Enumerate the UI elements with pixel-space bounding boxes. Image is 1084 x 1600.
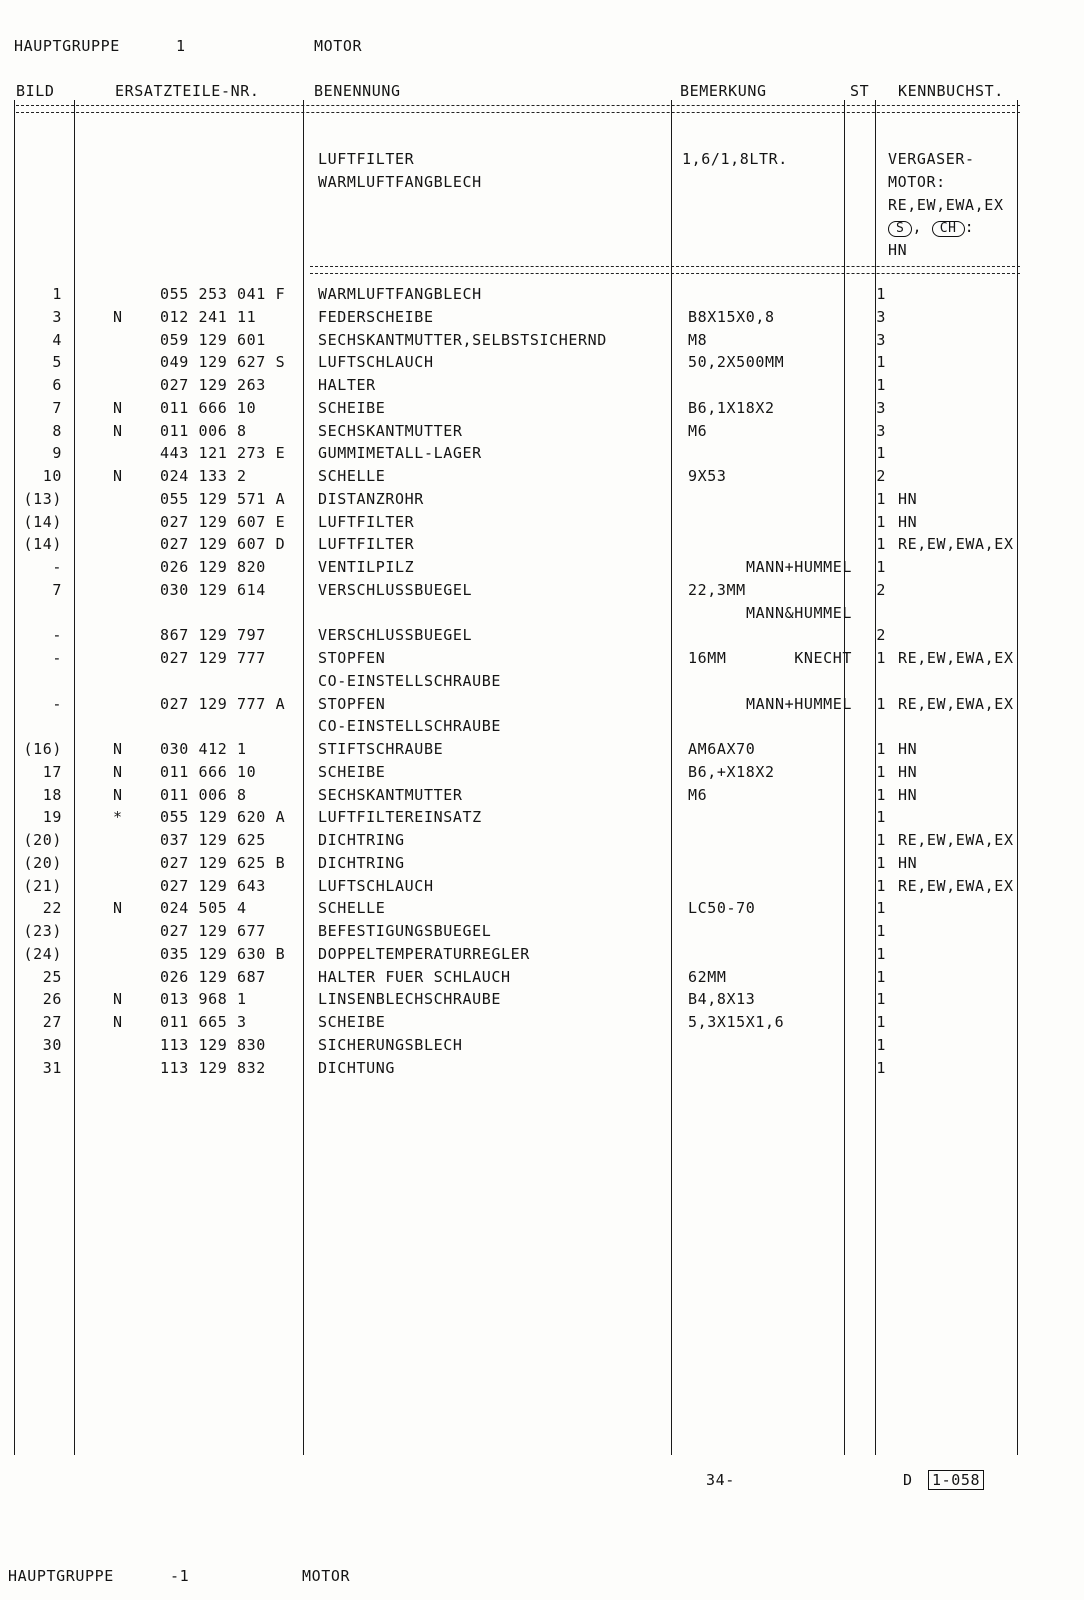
table-row bbox=[0, 763, 1084, 786]
row-part-number: 011 006 8 bbox=[160, 785, 247, 804]
row-part-number: 035 129 630 B bbox=[160, 944, 286, 963]
row-part-number: 027 129 777 A bbox=[160, 694, 286, 713]
row-prefix: N bbox=[113, 990, 123, 1009]
row-benennung: DICHTUNG bbox=[318, 1058, 396, 1077]
row-stueck: 1 bbox=[876, 535, 886, 554]
row-part-number: 059 129 601 bbox=[160, 330, 266, 349]
table-row bbox=[0, 945, 1084, 968]
row-kennbuchst: RE,EW,EWA,EX bbox=[898, 535, 1014, 554]
next-group-label: HAUPTGRUPPE bbox=[8, 1567, 114, 1585]
row-stueck: 1 bbox=[876, 376, 886, 394]
row-bild: (21) bbox=[23, 876, 62, 895]
row-benennung: LINSENBLECHSCHRAUBE bbox=[318, 990, 501, 1009]
row-part-number: 443 121 273 E bbox=[160, 444, 286, 463]
row-stueck: 1 bbox=[876, 967, 886, 986]
row-benennung: LUFTFILTER bbox=[318, 512, 415, 531]
row-bemerkung: M6 bbox=[688, 421, 708, 440]
row-stueck: 2 bbox=[876, 467, 886, 485]
row-stueck: 1 bbox=[876, 444, 886, 463]
row-part-number: 012 241 11 bbox=[160, 307, 257, 326]
row-part-number: 049 129 627 S bbox=[160, 353, 286, 372]
table-row bbox=[0, 1059, 1084, 1082]
col-ersatzteile-nr: ERSATZTEILE-NR. bbox=[115, 82, 260, 100]
row-bild: (23) bbox=[23, 922, 62, 940]
row-benennung: LUFTFILTEREINSATZ bbox=[318, 808, 482, 827]
table-row bbox=[0, 649, 1084, 672]
row-bemerkung: 22,3MM bbox=[688, 580, 746, 599]
table-row bbox=[0, 581, 1084, 604]
table-row bbox=[0, 513, 1084, 536]
table-row bbox=[0, 399, 1084, 422]
table-row bbox=[0, 968, 1084, 991]
row-bild: 9 bbox=[52, 444, 62, 463]
row-stueck: 1 bbox=[876, 353, 886, 372]
row-stueck: 1 bbox=[876, 762, 886, 781]
row-stueck: 1 bbox=[876, 1013, 886, 1031]
row-bemerkung: 9X53 bbox=[688, 467, 727, 485]
table-row bbox=[0, 285, 1084, 308]
row-prefix: N bbox=[113, 307, 123, 326]
intro-kenn-line4 bbox=[888, 218, 974, 237]
row-part-number: 011 665 3 bbox=[160, 1013, 247, 1031]
row-kennbuchst: HN bbox=[898, 853, 918, 872]
row-stueck: 1 bbox=[876, 1035, 886, 1054]
intro-kenn-line5: HN bbox=[888, 241, 908, 259]
row-benennung: VENTILPILZ bbox=[318, 558, 415, 576]
col-bild: BILD bbox=[16, 82, 55, 100]
table-row bbox=[0, 740, 1084, 763]
row-bild: - bbox=[52, 558, 62, 576]
table-row bbox=[0, 535, 1084, 558]
row-kennbuchst: HN bbox=[898, 489, 918, 508]
table-row bbox=[0, 899, 1084, 922]
row-kennbuchst: HN bbox=[898, 740, 918, 758]
row-bild: (20) bbox=[23, 831, 62, 849]
row-prefix: N bbox=[113, 1013, 123, 1031]
row-part-number: 030 412 1 bbox=[160, 740, 247, 758]
row-stueck: 2 bbox=[876, 580, 886, 599]
table-row bbox=[0, 422, 1084, 445]
row-bild: 1 bbox=[52, 285, 62, 303]
row-bemerkung: M6 bbox=[688, 785, 708, 804]
row-part-number: 013 968 1 bbox=[160, 990, 247, 1009]
row-bild: (13) bbox=[23, 489, 62, 508]
row-part-number: 055 129 571 A bbox=[160, 489, 286, 508]
row-benennung: LUFTFILTER bbox=[318, 535, 415, 554]
table-row bbox=[0, 922, 1084, 945]
row-bild: 7 bbox=[52, 398, 62, 417]
row-bild: (24) bbox=[23, 944, 62, 963]
row-benennung: SICHERUNGSBLECH bbox=[318, 1035, 463, 1054]
table-row bbox=[0, 376, 1084, 399]
row-stueck: 1 bbox=[876, 285, 886, 303]
row-part-number: 027 129 607 D bbox=[160, 535, 286, 554]
row-part-number: 011 666 10 bbox=[160, 762, 257, 781]
group-number: 1 bbox=[176, 37, 186, 55]
row-bemerkung: B4,8X13 bbox=[688, 990, 756, 1009]
row-bild: 19 bbox=[42, 808, 62, 827]
table-row bbox=[0, 558, 1084, 581]
row-stueck: 1 bbox=[876, 808, 886, 827]
table-row bbox=[0, 786, 1084, 809]
row-bemerkung-right: KNECHT bbox=[794, 649, 852, 667]
table-row bbox=[0, 854, 1084, 877]
row-part-number: 037 129 625 bbox=[160, 831, 266, 849]
row-benennung: FEDERSCHEIBE bbox=[318, 307, 434, 326]
row-kennbuchst: RE,EW,EWA,EX bbox=[898, 694, 1014, 713]
section-separator bbox=[310, 266, 1020, 274]
row-benennung: DISTANZROHR bbox=[318, 489, 424, 508]
row-part-number: 867 129 797 bbox=[160, 626, 266, 645]
row-benennung: SCHELLE bbox=[318, 467, 386, 485]
row-benennung: HALTER bbox=[318, 376, 376, 394]
row-benennung: STOPFEN bbox=[318, 649, 386, 667]
row-bild: 3 bbox=[52, 307, 62, 326]
table-row bbox=[0, 672, 1084, 695]
row-part-number: 024 505 4 bbox=[160, 899, 247, 918]
row-part-number: 055 253 041 F bbox=[160, 285, 286, 303]
row-bild: - bbox=[52, 626, 62, 645]
row-bemerkung: M8 bbox=[688, 330, 708, 349]
page-code: 1-058 bbox=[928, 1470, 984, 1490]
row-stueck: 1 bbox=[876, 1058, 886, 1077]
row-stueck: 2 bbox=[876, 626, 886, 645]
intro-kenn-line1: VERGASER- bbox=[888, 150, 975, 168]
table-row bbox=[0, 695, 1084, 718]
table-row bbox=[0, 626, 1084, 649]
row-bild: (14) bbox=[23, 535, 62, 554]
table-row bbox=[0, 308, 1084, 331]
row-kennbuchst: RE,EW,EWA,EX bbox=[898, 649, 1014, 667]
table-row bbox=[0, 490, 1084, 513]
header-separator bbox=[16, 105, 1020, 113]
table-row bbox=[0, 1036, 1084, 1059]
row-stueck: 1 bbox=[876, 899, 886, 918]
row-benennung: SCHEIBE bbox=[318, 398, 386, 417]
table-row bbox=[0, 808, 1084, 831]
row-prefix: * bbox=[113, 808, 123, 827]
row-bemerkung: B6,1X18X2 bbox=[688, 398, 775, 417]
row-prefix: N bbox=[113, 467, 123, 485]
row-prefix: N bbox=[113, 785, 123, 804]
row-stueck: 1 bbox=[876, 649, 886, 667]
row-benennung: LUFTSCHLAUCH bbox=[318, 876, 434, 895]
row-stueck: 3 bbox=[876, 398, 886, 417]
page-code-prefix: D bbox=[903, 1471, 913, 1489]
row-bild: 22 bbox=[42, 899, 62, 918]
row-bild: 30 bbox=[42, 1035, 62, 1054]
row-part-number: 024 133 2 bbox=[160, 467, 247, 485]
row-bemerkung: 50,2X500MM bbox=[688, 353, 785, 372]
row-stueck: 1 bbox=[876, 922, 886, 940]
row-stueck: 1 bbox=[876, 831, 886, 849]
row-part-number: 030 129 614 bbox=[160, 580, 266, 599]
row-part-number: 027 129 777 bbox=[160, 649, 266, 667]
row-bild: (20) bbox=[23, 853, 62, 872]
row-benennung: WARMLUFTFANGBLECH bbox=[318, 285, 482, 303]
row-prefix: N bbox=[113, 398, 123, 417]
row-benennung: HALTER FUER SCHLAUCH bbox=[318, 967, 511, 986]
row-kennbuchst: RE,EW,EWA,EX bbox=[898, 831, 1014, 849]
row-bild: 31 bbox=[42, 1058, 62, 1077]
row-bild: 6 bbox=[52, 376, 62, 394]
table-row bbox=[0, 1013, 1084, 1036]
row-part-number: 027 129 643 bbox=[160, 876, 266, 895]
row-stueck: 1 bbox=[876, 694, 886, 713]
row-part-number: 026 129 687 bbox=[160, 967, 266, 986]
badge-separator: , bbox=[912, 218, 923, 236]
row-bemerkung: 16MM bbox=[688, 649, 727, 667]
row-stueck: 1 bbox=[876, 944, 886, 963]
row-benennung: SCHEIBE bbox=[318, 1013, 386, 1031]
row-bild: 4 bbox=[52, 330, 62, 349]
row-benennung: SCHELLE bbox=[318, 899, 386, 918]
col-st: ST bbox=[850, 82, 870, 100]
table-row bbox=[0, 467, 1084, 490]
row-benennung: DOPPELTEMPERATURREGLER bbox=[318, 944, 530, 963]
row-stueck: 1 bbox=[876, 876, 886, 895]
table-row bbox=[0, 877, 1084, 900]
row-bild: 27 bbox=[42, 1013, 62, 1031]
next-group-number: -1 bbox=[170, 1567, 190, 1585]
row-part-number: 027 129 677 bbox=[160, 922, 266, 940]
row-part-number: 026 129 820 bbox=[160, 558, 266, 576]
row-kennbuchst: HN bbox=[898, 512, 918, 531]
table-row bbox=[0, 444, 1084, 467]
row-benennung: LUFTSCHLAUCH bbox=[318, 353, 434, 372]
col-kennbuchst: KENNBUCHST. bbox=[898, 82, 1004, 100]
intro-kenn-line2: MOTOR: bbox=[888, 173, 946, 191]
row-part-number: 113 129 832 bbox=[160, 1058, 266, 1077]
table-row bbox=[0, 717, 1084, 740]
intro-bemerkung: 1,6/1,8LTR. bbox=[682, 150, 788, 168]
row-part-number: 011 006 8 bbox=[160, 421, 247, 440]
row-bemerkung: B6,+X18X2 bbox=[688, 762, 775, 781]
row-stueck: 1 bbox=[876, 785, 886, 804]
row-benennung: STOPFEN bbox=[318, 694, 386, 713]
row-bemerkung-right: MANN&HUMMEL bbox=[746, 603, 852, 622]
country-badge-s: S bbox=[888, 221, 912, 237]
row-part-number: 055 129 620 A bbox=[160, 808, 286, 827]
row-bemerkung: LC50-70 bbox=[688, 899, 756, 918]
row-bemerkung: AM6AX70 bbox=[688, 740, 756, 758]
row-bild: 17 bbox=[42, 762, 62, 781]
row-benennung: BEFESTIGUNGSBUEGEL bbox=[318, 922, 492, 940]
table-row bbox=[0, 353, 1084, 376]
row-bild: (14) bbox=[23, 512, 62, 531]
row-benennung: DICHTRING bbox=[318, 831, 405, 849]
row-stueck: 1 bbox=[876, 990, 886, 1009]
row-bild: - bbox=[52, 694, 62, 713]
row-bemerkung-right: MANN+HUMMEL bbox=[746, 694, 852, 713]
row-benennung: STIFTSCHRAUBE bbox=[318, 740, 444, 758]
intro-subtitle: WARMLUFTFANGBLECH bbox=[318, 173, 482, 191]
col-bemerkung: BEMERKUNG bbox=[680, 82, 767, 100]
row-stueck: 1 bbox=[876, 558, 886, 576]
intro-title: LUFTFILTER bbox=[318, 150, 415, 168]
row-part-number: 027 129 263 bbox=[160, 376, 266, 394]
intro-kenn-line3: RE,EW,EWA,EX bbox=[888, 196, 1004, 214]
row-kennbuchst: HN bbox=[898, 762, 918, 781]
row-stueck: 1 bbox=[876, 740, 886, 758]
row-kennbuchst: RE,EW,EWA,EX bbox=[898, 876, 1014, 895]
row-benennung: CO-EINSTELLSCHRAUBE bbox=[318, 671, 501, 690]
row-benennung: SCHEIBE bbox=[318, 762, 386, 781]
country-badge-ch: CH bbox=[932, 221, 965, 237]
row-bemerkung-right: MANN+HUMMEL bbox=[746, 558, 852, 576]
row-prefix: N bbox=[113, 421, 123, 440]
row-kennbuchst: HN bbox=[898, 785, 918, 804]
row-part-number: 027 129 625 B bbox=[160, 853, 286, 872]
table-row bbox=[0, 831, 1084, 854]
row-bemerkung: B8X15X0,8 bbox=[688, 307, 775, 326]
row-benennung: SECHSKANTMUTTER bbox=[318, 785, 463, 804]
row-bild: 18 bbox=[42, 785, 62, 804]
row-benennung: SECHSKANTMUTTER bbox=[318, 421, 463, 440]
row-part-number: 011 666 10 bbox=[160, 398, 257, 417]
row-benennung: CO-EINSTELLSCHRAUBE bbox=[318, 717, 501, 736]
row-benennung: SECHSKANTMUTTER,SELBSTSICHERND bbox=[318, 330, 607, 349]
row-bild: - bbox=[52, 649, 62, 667]
badge-end: : bbox=[964, 218, 975, 236]
row-stueck: 3 bbox=[876, 307, 886, 326]
table-row bbox=[0, 990, 1084, 1013]
row-benennung: VERSCHLUSSBUEGEL bbox=[318, 626, 473, 645]
group-name: MOTOR bbox=[314, 37, 363, 55]
row-bild: 26 bbox=[42, 990, 62, 1009]
row-bemerkung: 62MM bbox=[688, 967, 727, 986]
row-stueck: 1 bbox=[876, 853, 886, 872]
row-benennung: DICHTRING bbox=[318, 853, 405, 872]
row-bild: 7 bbox=[52, 580, 62, 599]
row-prefix: N bbox=[113, 762, 123, 781]
row-stueck: 3 bbox=[876, 421, 886, 440]
row-stueck: 3 bbox=[876, 330, 886, 349]
table-row bbox=[0, 604, 1084, 627]
row-part-number: 027 129 607 E bbox=[160, 512, 286, 531]
row-stueck: 1 bbox=[876, 489, 886, 508]
page-number: 34- bbox=[706, 1471, 735, 1489]
row-prefix: N bbox=[113, 899, 123, 918]
row-part-number: 113 129 830 bbox=[160, 1035, 266, 1054]
row-bild: 5 bbox=[52, 353, 62, 372]
next-group-name: MOTOR bbox=[302, 1567, 351, 1585]
row-bemerkung: 5,3X15X1,6 bbox=[688, 1013, 785, 1031]
col-benennung: BENENNUNG bbox=[314, 82, 401, 100]
row-bild: 25 bbox=[42, 967, 62, 986]
row-benennung: GUMMIMETALL-LAGER bbox=[318, 444, 482, 463]
row-bild: (16) bbox=[23, 740, 62, 758]
table-row bbox=[0, 331, 1084, 354]
row-prefix: N bbox=[113, 740, 123, 758]
row-benennung: VERSCHLUSSBUEGEL bbox=[318, 580, 473, 599]
row-bild: 10 bbox=[42, 467, 62, 485]
group-label: HAUPTGRUPPE bbox=[14, 37, 120, 55]
row-bild: 8 bbox=[52, 421, 62, 440]
row-stueck: 1 bbox=[876, 512, 886, 531]
